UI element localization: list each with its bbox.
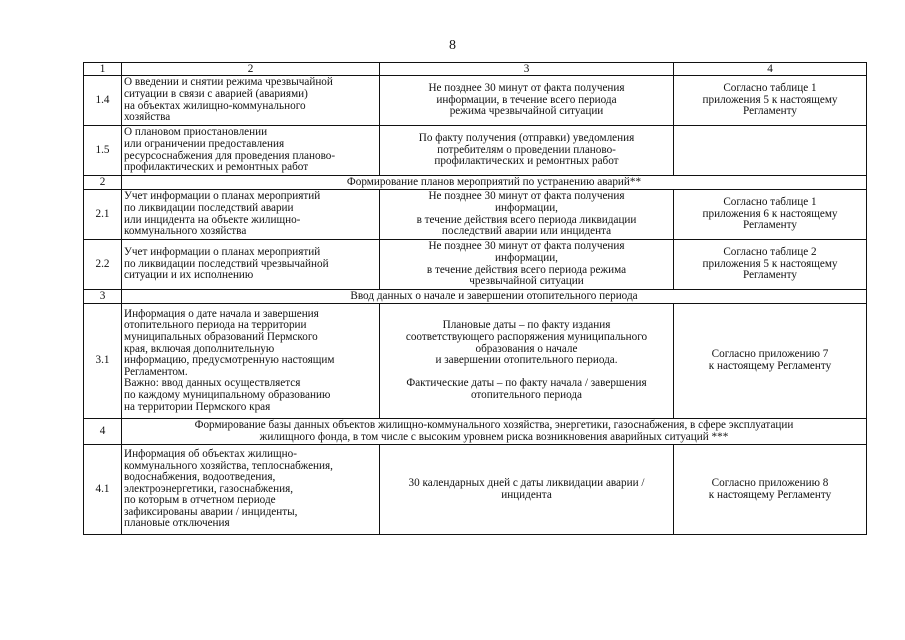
section-row bbox=[84, 290, 867, 304]
section-number: 2 bbox=[84, 176, 122, 190]
column-number-row bbox=[84, 63, 867, 76]
page-number: 8 bbox=[449, 38, 456, 53]
regulation-table bbox=[83, 62, 867, 535]
table-row bbox=[84, 126, 867, 176]
section-title: Формирование базы данных объектов жилищно-коммунального хозяйства, энергетики, газоснабжения, в сфере эксплуатации жилищного фонда, в том числе с высоким уровнем риска возникновения аварийных ситуаций *** bbox=[122, 419, 867, 445]
section-number: 4 bbox=[84, 419, 122, 445]
column-number: 1 bbox=[84, 63, 122, 76]
column-number: 4 bbox=[674, 63, 867, 76]
item-number: 2.1 bbox=[84, 190, 122, 240]
item-description: Учет информации о планах мероприятий по ликвидации последствий чрезвычайной ситуации и их исполнению bbox=[122, 240, 380, 290]
table-row bbox=[84, 240, 867, 290]
item-description: О плановом приостановлении или ограничении предоставления ресурсоснабжения для проведения планово- профилактических и ремонтных работ bbox=[122, 126, 380, 176]
item-deadline: По факту получения (отправки) уведомления потребителям о проведении планово- профилактических и ремонтных работ bbox=[380, 126, 674, 176]
item-description: Информация о дате начала и завершения отопительного периода на территории муниципальных образований Пермского края, включая дополнительную информацию, предусмотренную настоящим Регламентом. Важно: ввод данных осуществляется по каждому муниципальному образованию на территории Пермского края bbox=[122, 304, 380, 419]
table-row bbox=[84, 190, 867, 240]
item-basis: Согласно приложению 8 к настоящему Регламенту bbox=[674, 445, 867, 535]
item-number: 1.5 bbox=[84, 126, 122, 176]
section-title: Формирование планов мероприятий по устранению аварий** bbox=[122, 176, 867, 190]
item-number: 1.4 bbox=[84, 76, 122, 126]
table-row bbox=[84, 445, 867, 535]
item-deadline: 30 календарных дней с даты ликвидации аварии / инцидента bbox=[380, 445, 674, 535]
column-number: 2 bbox=[122, 63, 380, 76]
item-deadline: Не позднее 30 минут от факта получения информации, в течение действия всего периода режима чрезвычайной ситуации bbox=[380, 240, 674, 290]
item-basis: Согласно таблице 1 приложения 6 к настоящему Регламенту bbox=[674, 190, 867, 240]
column-number: 3 bbox=[380, 63, 674, 76]
item-number: 2.2 bbox=[84, 240, 122, 290]
item-basis bbox=[674, 126, 867, 176]
section-title: Ввод данных о начале и завершении отопительного периода bbox=[122, 290, 867, 304]
item-deadline: Плановые даты – по факту издания соответствующего распоряжения муниципального образования о начале и завершении отопительного периода. Фактические даты – по факту начала / завершения отопительного периода bbox=[380, 304, 674, 419]
item-description: О введении и снятии режима чрезвычайной ситуации в связи с аварией (авариями) на объектах жилищно-коммунального хозяйства bbox=[122, 76, 380, 126]
table-row bbox=[84, 76, 867, 126]
section-row bbox=[84, 176, 867, 190]
item-basis: Согласно таблице 1 приложения 5 к настоящему Регламенту bbox=[674, 76, 867, 126]
section-number: 3 bbox=[84, 290, 122, 304]
item-basis: Согласно таблице 2 приложения 5 к настоящему Регламенту bbox=[674, 240, 867, 290]
item-number: 4.1 bbox=[84, 445, 122, 535]
item-deadline: Не позднее 30 минут от факта получения информации, в течение действия всего периода ликвидации последствий аварии или инцидента bbox=[380, 190, 674, 240]
section-row bbox=[84, 419, 867, 445]
item-basis: Согласно приложению 7 к настоящему Регламенту bbox=[674, 304, 867, 419]
item-deadline: Не позднее 30 минут от факта получения информации, в течение всего периода режима чрезвычайной ситуации bbox=[380, 76, 674, 126]
item-number: 3.1 bbox=[84, 304, 122, 419]
table-row bbox=[84, 304, 867, 419]
item-description: Учет информации о планах мероприятий по ликвидации последствий аварии или инцидента на объекте жилищно- коммунального хозяйства bbox=[122, 190, 380, 240]
item-description: Информация об объектах жилищно- коммунального хозяйства, теплоснабжения, водоснабжения, водоотведения, электроэнергетики, газоснабжения, по которым в отчетном периоде зафиксированы аварии / инциденты, плановые отключения bbox=[122, 445, 380, 535]
